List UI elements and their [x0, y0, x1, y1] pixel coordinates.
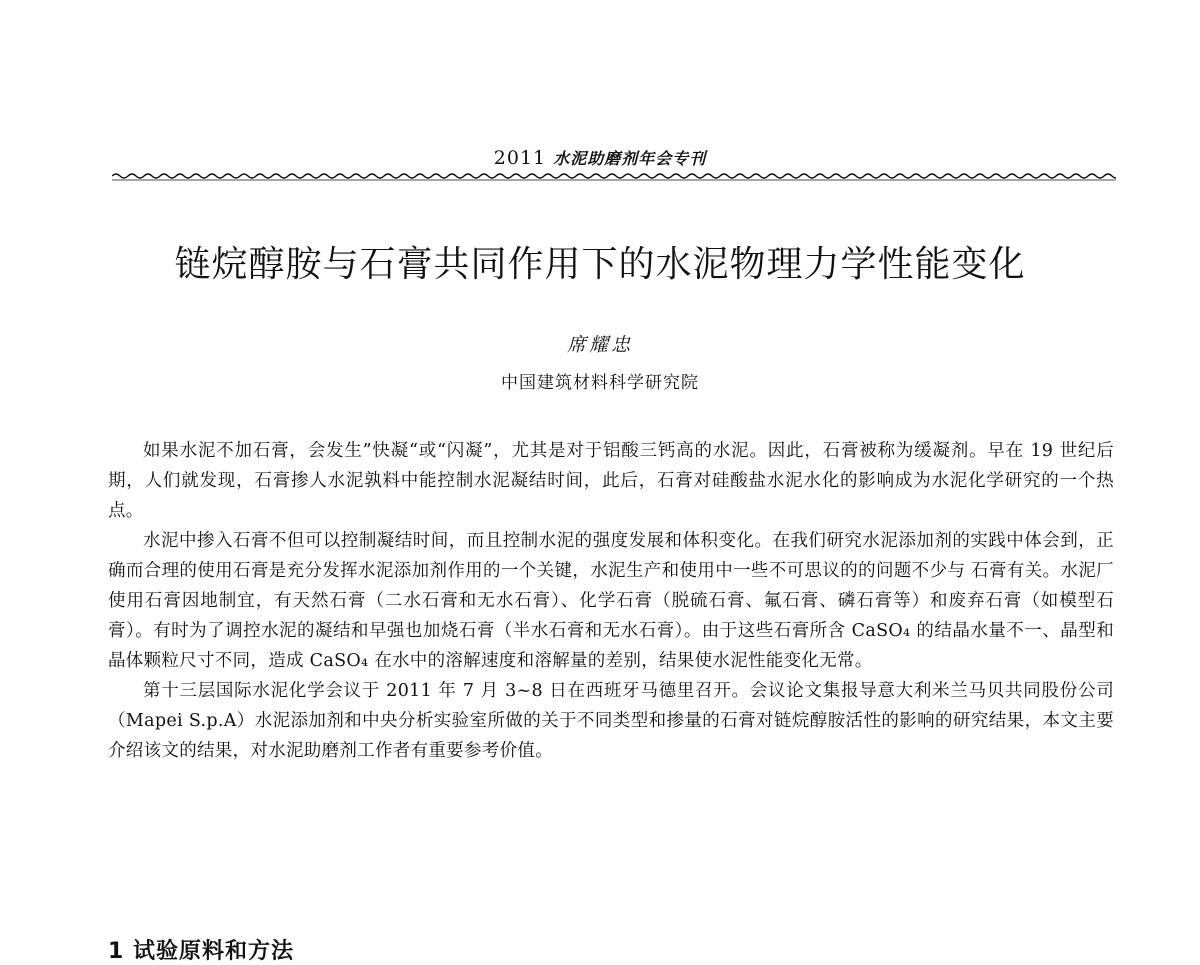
- article-title: 链烷醇胺与石膏共同作用下的水泥物理力学性能变化: [174, 244, 1026, 285]
- author-affiliation: 中国建筑材料科学研究院: [501, 373, 699, 393]
- section-heading: 1 试验原料和方法: [108, 939, 294, 964]
- paragraph-3: 第十三层国际水泥化学会议于 2011 年 7 月 3~8 日在西班牙马德里召开。会议论文集报导意大利米兰马贝共同股份公司（Mapei S.p.A）水泥添加剂和中央分析实验室所做的关于不同类型和掺量的石膏对链烷醇胺活性的影响的研究结果，本文主要介绍该文的结果，对水泥助磨剂工作者有重要参考价值。: [108, 681, 1114, 761]
- wavy-header-rule: [112, 170, 1116, 184]
- header-journal-name: 水泥助磨剂年会专刊: [553, 149, 707, 168]
- body-text: [108, 436, 1114, 766]
- author-name: 席耀忠: [566, 334, 633, 356]
- paragraph-2: 水泥中掺入石膏不但可以控制凝结时间，而且控制水泥的强度发展和体积变化。在我们研究水泥添加剂的实践中体会到，正确而合理的使用石膏是充分发挥水泥添加剂作用的一个关键，水泥生产和使用中一些不可思议的的问题不少与 石膏有关。水泥厂使用石膏因地制宜，有天然石膏（二水石膏和无水石膏）、化学石膏（脱硫石膏、氟石膏、磷石膏等）和废弃石膏（如模型石膏）。有时为了调控水泥的凝结和早强也加烧石膏（半水石膏和无水石膏）。由于这些石膏所含 CaSO₄ 的结晶水量不一、晶型和晶体颗粒尺寸不同，造成 CaSO₄ 在水中的溶解速度和溶解量的差别，结果使水泥性能变化无常。: [108, 531, 1114, 671]
- running-header: [0, 146, 1200, 169]
- header-year: 2011: [493, 147, 547, 169]
- paragraph-1: 如果水泥不加石膏，会发生”快凝“或“闪凝”，尤其是对于铝酸三钙高的水泥。因此，石膏被称为缓凝剂。早在 19 世纪后期，人们就发现，石膏掺人水泥孰料中能控制水泥凝结时间，此后，石膏对硅酸盐水泥水化的影响成为水泥化学研究的一个热点。: [108, 441, 1114, 521]
